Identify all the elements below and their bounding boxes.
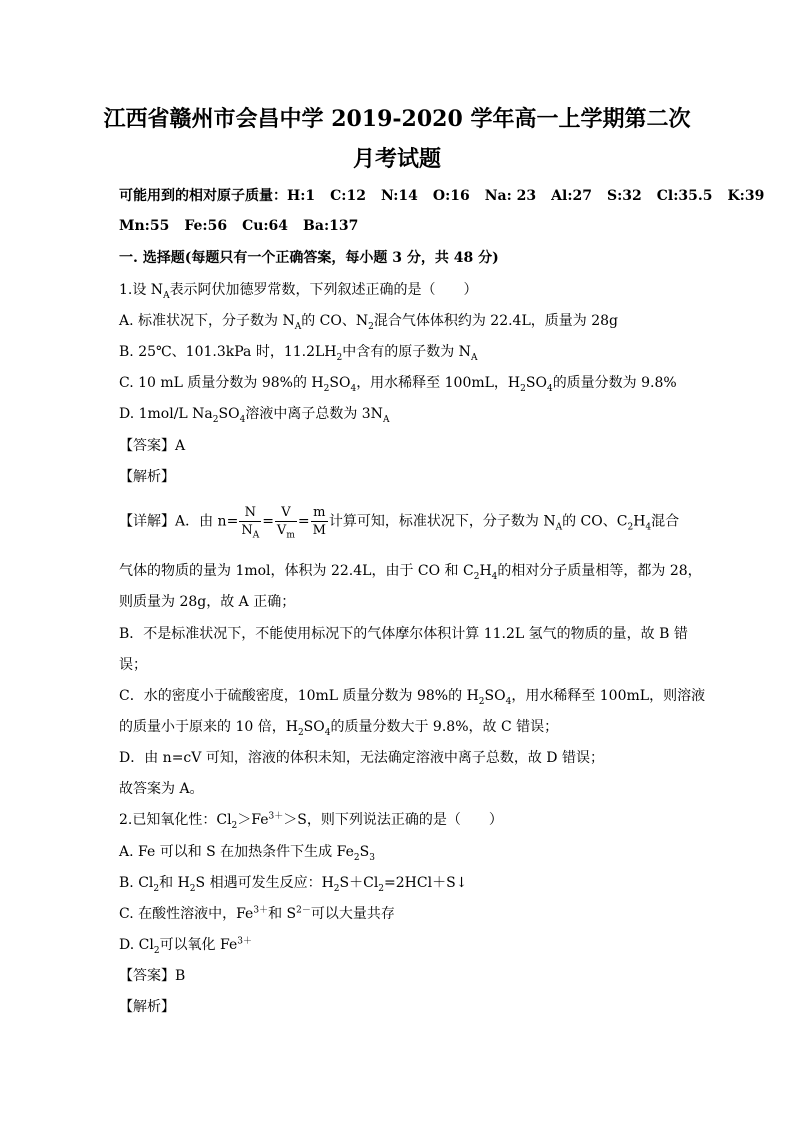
fraction-m-over-m: $\frac{m}{M}$: [312, 505, 326, 538]
question-2-option-b: B. $Cl_2$和 $H_2S$ 相遇可发生反应：$H_2S+Cl_2=2HCl+S↓$: [119, 875, 468, 894]
question-2-option-a: A. Fe 可以和 S 在加热条件下生成 $Fe_2S_3$: [119, 844, 375, 863]
question-1-detail-line2: 气体的物质的量为 1mol，体积为 22.4L，由于 CO 和 $C_2H_4$的相对分子质量相等，都为 28，: [119, 563, 702, 582]
atomic-masses-row2: Mn:55 Fe:56 Cu:64 Ba:137: [119, 218, 359, 234]
question-2-option-c: C. 在酸性溶液中，$Fe^{3+}$和 $S^{2-}$可以大量共存: [119, 905, 395, 922]
question-1-detail-c-line1: C．水的密度小于硫酸密度，10mL 质量分数为 98%的 $H_2SO_4$，用水稀释至 100mL，则溶液: [119, 688, 706, 707]
page-title-line2: 月考试题: [352, 146, 441, 172]
question-1-conclusion: 故答案为 A。: [119, 781, 204, 797]
question-2-stem: 2.已知氧化性：$Cl_2>Fe^{3+}>S$，则下列说法正确的是（ ）: [119, 811, 503, 831]
question-1-answer: 【答案】A: [119, 438, 186, 454]
question-1-stem: 1.设 $N_A$表示阿伏加德罗常数，下列叙述正确的是（ ）: [119, 282, 478, 301]
question-1-detail-line3: 则质量为 28g，故 A 正确；: [119, 594, 296, 610]
fraction-n-over-na: $\frac{N}{N_A}$: [241, 505, 260, 541]
question-2-answer: 【答案】B: [119, 968, 186, 984]
page-title-line1: 江西省赣州市会昌中学 2019-2020 学年高一上学期第二次: [103, 106, 691, 132]
question-1-detail-line1: 【详解】A．由 n= $\frac{N}{N_A}$ = $\frac{V}{V_m}$ = $\frac{m}{M}$ 计算可知，标准状况下，分子数为 $N_A$的 CO、$C_2H_4$混合: [119, 505, 680, 541]
question-1-analysis-label: 【解析】: [119, 469, 175, 485]
question-1-option-d: D. 1mol/L $Na_2SO_4$溶液中离子总数为 $3N_A$: [119, 406, 390, 425]
question-1-detail-c-line2: 的质量小于原来的 10 倍，$H_2SO_4$的质量分数大于 9.8%，故 C 错误；: [119, 719, 559, 738]
atomic-masses-label: 可能用到的相对原子质量：: [119, 188, 287, 204]
atomic-masses-row1: 可能用到的相对原子质量：H:1 C:12 N:14 O:16 Na: 23 Al:27 S:32 Cl:35.5 K:39: [119, 188, 765, 204]
question-1-detail-b-line1: B．不是标准状况下，不能使用标况下的气体摩尔体积计算 11.2L 氢气的物质的量，故 B 错: [119, 626, 688, 642]
question-1-option-c: C. 10 mL 质量分数为 98%的 $H_2SO_4$，用水稀释至 100mL，$H_2SO_4$的质量分数为 9.8%: [119, 375, 677, 394]
question-1-detail-b-line2: 误；: [119, 657, 147, 673]
question-2-option-d: D. $Cl_2$可以氧化 $Fe^{3+}$: [119, 936, 252, 956]
question-1-option-a: A. 标准状况下，分子数为 $N_A$的 CO、$N_2$混合气体体积约为 22.4L，质量为 28g: [119, 313, 618, 332]
fraction-v-over-vm: $\frac{V}{V_m}$: [276, 505, 295, 541]
question-2-analysis-label: 【解析】: [119, 999, 175, 1015]
question-1-option-b: B. 25℃、101.3kPa 时，$11.2LH_2$中含有的原子数为 $N_A$: [119, 344, 478, 363]
section-heading: 一. 选择题(每题只有一个正确答案，每小题 3 分，共 48 分): [119, 250, 499, 266]
question-1-detail-d-line: D．由 n=cV 可知，溶液的体积未知，无法确定溶液中离子总数，故 D 错误；: [119, 750, 604, 766]
